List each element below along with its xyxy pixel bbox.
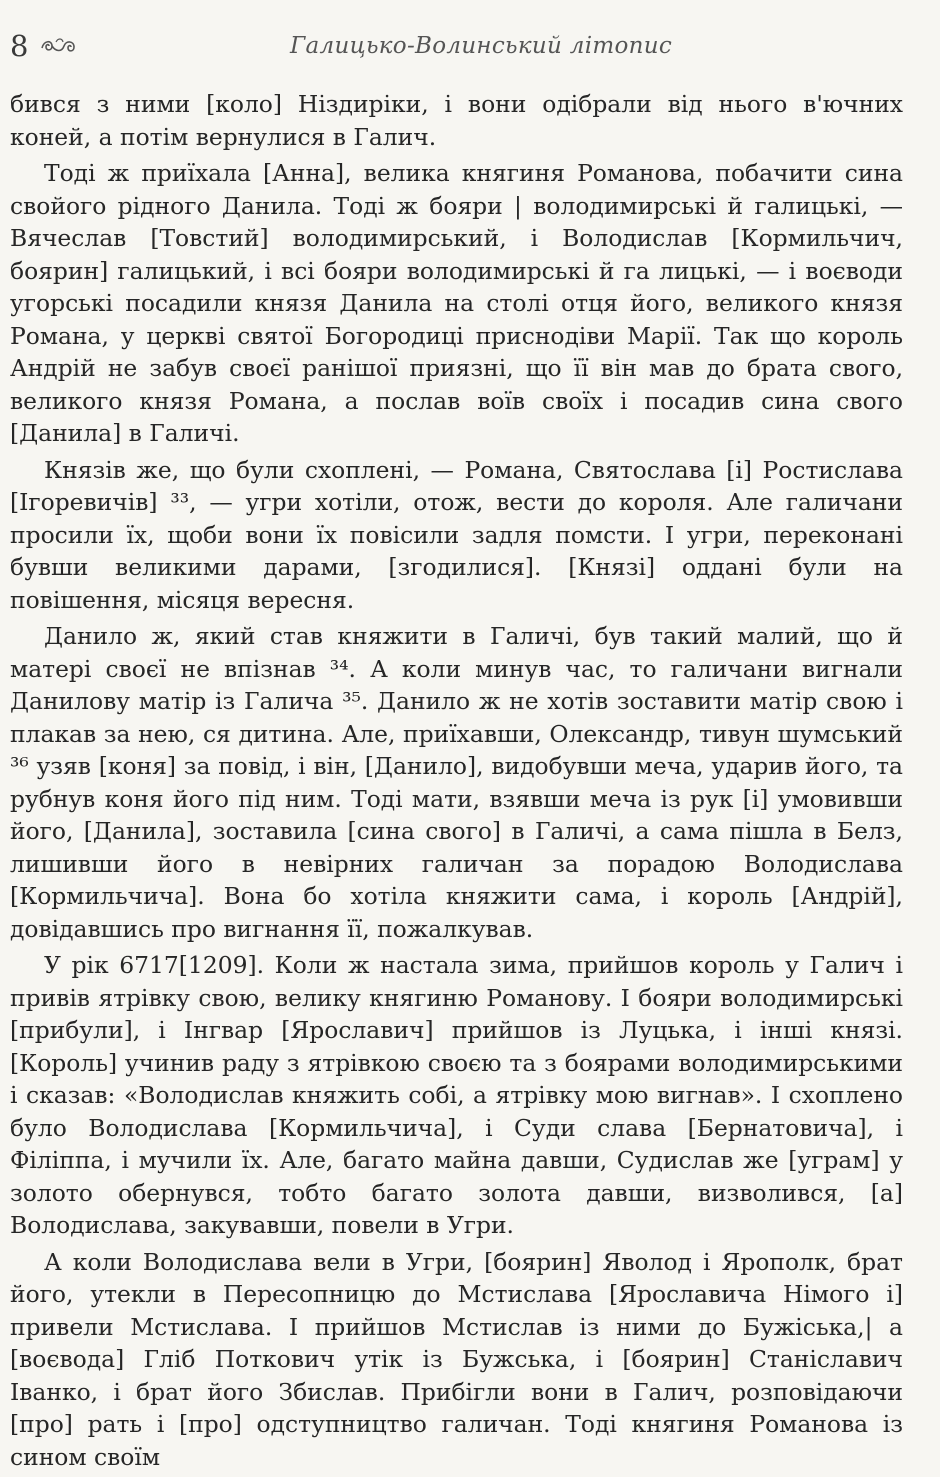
paragraph: У рік 6717[1209]. Коли ж настала зима, прийшов король у Галич і привів ятрівку свою, велику княгиню Романову. І бояри володимирські [прибули], і Інгвар [Ярославич] прийшов із Луцька, і інші князі. [Король] учинив раду з ятрівкою своєю та з боярами володимирськими і сказав: «Володислав княжить собі, а ятрівку мою вигнав». І схоплено було Володислава [Кормильчича], і Суди слава [Бернатовича], і Філіппа, і мучили їх. Але, багато майна давши, Судислав же [уграм] у золото обернувся, тобто багато золота давши, визволився, [а] Володислава, закувавши, повели в Угри.	[10, 951, 903, 1239]
paragraph: Князів же, що були схоплені, — Романа, Святослава [і] Ростислава [Ігоревичів] ³³, — угри хотіли, отож, вести до короля. Але галичани просили їх, щоби вони їх повісили задля помсти. І угри, переконані бувши великими дарами, [згодилися]. [Князі] оддані були на повішення, місяця вересня.	[10, 455, 903, 614]
paragraph: А коли Володислава вели в Угри, [боярин] Яволод і Ярополк, брат його, утекли в Пересопницю до Мстислава [Ярославича Німого і] привели Мстислава. І прийшов Мстислав із ними до Бужіська,| а [воєвода] Гліб Поткович утік із Бужська, і [боярин] Станіславич Іванко, і брат його Збислав. Прибігли вони в Галич, розповідаючи [про] рать і [про] одступництво галичан. Тоді княгиня Романова із сином своїм	[10, 1247, 903, 1471]
paragraph: Тоді ж приїхала [Анна], велика княгиня Романова, побачити сина свойого рідного Данила. Тоді ж бояри | володимирські й галицькі, — Вячеслав [Товстий] володимирський, і Володислав [Кормильчич, боярин] галицький, і всі бояри володимирські й га лицькі, — і воєводи угорські посадили князя Данила на столі отця його, великого князя Романа, у церкві святої Богородиці приснодіви Марії. Так що король Андрій не забув своєї ранішої приязні, що її він мав до брата свого, великого князя Романа, а послав воїв своїх і посадив сина свого [Данила] в Галичі.	[10, 159, 903, 447]
swirl-ornament-icon	[38, 32, 78, 60]
running-title: Галицько-Волинський літопис	[290, 33, 673, 59]
page-number: 8	[10, 29, 29, 63]
paragraph: бився з ними [коло] Ніздиріки, і вони одібрали від нього в'ючних коней, а потім вернулися в Галич.	[10, 90, 903, 151]
page-header	[10, 26, 910, 66]
body-text	[10, 88, 903, 1477]
paragraph: Данило ж, який став княжити в Галичі, був такий малий, що й матері своєї не впізнав ³⁴. А коли минув час, то галичани вигнали Данилову матір із Галича ³⁵. Данило ж не хотів зоставити матір свою і плакав за нею, ся дитина. Але, приїхавши, Олександр, тивун шумський ³⁶ узяв [коня] за повід, і він, [Данило], видобувши меча, ударив його, та рубнув коня його під ним. Тоді мати, взявши меча із рук [і] умовивши його, [Данила], зоставила [сина свого] в Галичі, а сама пішла в Белз, лишивши його в невірних галичан за порадою Володислава [Кормильчича]. Вона бо хотіла княжити сама, і король [Андрій], довідавшись про вигнання її, пожалкував.	[10, 622, 903, 943]
